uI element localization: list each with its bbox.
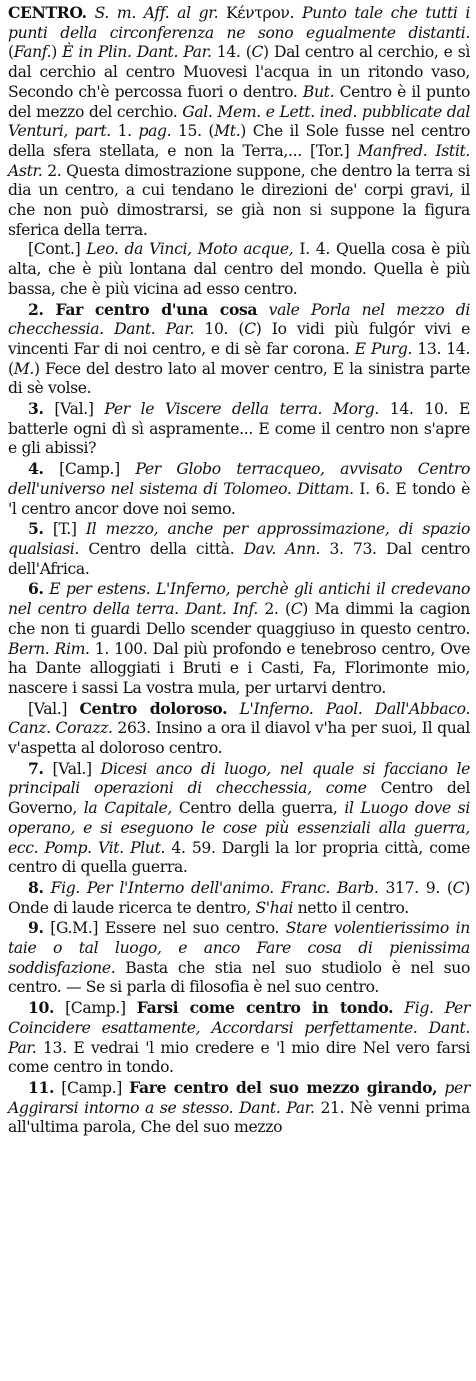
text-run: ) Che il Sole fusse nel centro della sfera stellata, e non la Terra,... [Tor.] bbox=[8, 122, 470, 160]
entry-sense-4 bbox=[8, 459, 470, 519]
entry-citation-leonardo bbox=[8, 240, 470, 299]
italic-run: Dicesi anco di luogo, nel quale si facciano le principali operazioni di checchessia, come bbox=[8, 759, 470, 798]
headword: CENTRO. bbox=[8, 3, 87, 22]
entry-sense-7 bbox=[8, 759, 470, 878]
italic-run: Bern. Rim. bbox=[8, 639, 90, 658]
bold-run: 5. bbox=[28, 519, 44, 539]
text-run: Centro del Governo, bbox=[8, 779, 471, 818]
italic-run: Per le Viscere della terra. Morg. bbox=[104, 400, 379, 419]
text-run: 4. 59. Dargli la lor propria città, come centro di quella guerra. bbox=[8, 838, 471, 877]
italic-run: per Aggirarsi intorno a se stesso. Dant. Par. bbox=[8, 1078, 471, 1117]
bold-run: 4. bbox=[28, 459, 44, 479]
italic-run: Leo. da Vinci, Moto acque, bbox=[86, 240, 294, 259]
entry-sense-3 bbox=[8, 399, 470, 459]
text-run: [Camp.] bbox=[54, 1078, 130, 1097]
bold-run: 6. bbox=[28, 579, 44, 599]
entry-sense-6 bbox=[8, 579, 470, 698]
text-run bbox=[257, 301, 268, 319]
text-run: 2. Questa dimostrazione suppone, che dentro la terra si dia un centro, a cui tendano le direzioni de' corpi gravi, il che non può dimostrarsi, se già non si suppone la figura sferica della terra. bbox=[8, 161, 470, 239]
italic-run: C bbox=[290, 600, 303, 619]
entry-sense-2 bbox=[8, 300, 470, 400]
italic-run: Stare volentierissimo in taie o tal luogo, e anco Fare cosa di pienissima soddisfazione. bbox=[8, 919, 470, 977]
italic-run: È in Plin. Dant. Par. bbox=[62, 43, 212, 62]
bold-run: Fare centro del suo mezzo girando, bbox=[129, 1077, 438, 1097]
text-run: 1. 100. Dal più profondo e tenebroso centro, Ove ha Dante alloggiati i Bruti e i Casti, Fa, Florimonte mio, nascere i sassi La vostra mula, per urtarvi dentro. bbox=[8, 639, 471, 697]
bold-run: 9. bbox=[28, 918, 44, 938]
text-run: 1. bbox=[110, 122, 139, 141]
text-run: [Val.] bbox=[28, 699, 80, 718]
text-run: 15. ( bbox=[171, 122, 215, 141]
italic-run: Gal. Mem. e Lett. ined. pubblicate dal Venturi, part. bbox=[8, 102, 470, 141]
entry-sense-10 bbox=[8, 998, 470, 1078]
entry-definition-main bbox=[8, 3, 470, 240]
text-run: Basta che stia nel suo studiolo è nel suo centro. — Se si parla di filosofia è nel suo centro. bbox=[8, 958, 470, 997]
text-run: Centro della città. bbox=[79, 539, 244, 558]
italic-run: Fig. Per l'Interno dell'animo. Franc. Barb. bbox=[50, 878, 379, 897]
italic-run: C bbox=[452, 878, 465, 897]
text-run: ) Io vidi più fulgór vivi e vincenti Far di noi centro, e di sè far corona. bbox=[8, 320, 470, 358]
bold-run: 8. bbox=[28, 877, 44, 897]
text-run: [Cont.] bbox=[28, 240, 87, 259]
italic-run: pag. bbox=[138, 122, 172, 141]
text-run: Centro della guerra, bbox=[172, 799, 345, 818]
bold-run: Farsi come centro in tondo. bbox=[136, 998, 394, 1018]
text-run: Κέντρον. bbox=[218, 4, 303, 22]
entry-sense-5 bbox=[8, 519, 470, 579]
text-run: 2. ( bbox=[257, 600, 291, 619]
italic-run: il Luogo dove si operano, e si eseguono le cose più essenziali alla guerra, ecc. Pomp. Vit. Plut. bbox=[8, 799, 470, 857]
text-run: ) Dal centro al cerchio, e sì dal cerchio al centro Muovesi l'acqua in un ritondo vaso, Secondo ch'è percossa fuori o dentro. bbox=[8, 43, 471, 101]
entry-sense-8 bbox=[8, 878, 470, 918]
text-run: [Camp.] bbox=[43, 460, 136, 479]
italic-run: vale Porla nel mezzo di checchessia. Dant. Par. bbox=[8, 300, 470, 339]
bold-run: 10. bbox=[28, 998, 55, 1018]
text-run: 13. 14. ( bbox=[8, 339, 470, 378]
text-run: 14. 10. E batterle ogni dì sì aspramente... E come il centro non s'apre e gli abissi? bbox=[8, 400, 470, 458]
text-run: ) bbox=[51, 43, 63, 62]
text-run: ) Onde di laude ricerca te dentro, bbox=[8, 878, 470, 917]
bold-run: 2. Far centro d'una cosa bbox=[28, 299, 258, 319]
italic-run: M. bbox=[13, 359, 34, 378]
text-run: 10. ( bbox=[194, 320, 245, 339]
text-run: [Val.] bbox=[43, 759, 101, 778]
entry-sense-9 bbox=[8, 918, 470, 998]
italic-run: Il mezzo, anche per approssimazione, di spazio qualsiasi. bbox=[8, 520, 470, 558]
text-run: 21. Nè venni prima all'ultima parola, Che del suo mezzo bbox=[8, 1098, 471, 1137]
italic-run: E per estens. L'Inferno, perchè gli antichi il credevano nel centro della terra. Dant. Inf. bbox=[8, 580, 470, 619]
text-run: 14. ( bbox=[211, 43, 252, 62]
text-run: I. 4. Quella cosa è più alta, che è più lontana dal centro del mondo. Quella è più bassa, che è più vicina ad esso centro. bbox=[8, 240, 471, 298]
entry-sense-6-centro-doloroso bbox=[8, 699, 470, 759]
text-run: [Camp.] bbox=[54, 999, 137, 1018]
italic-run: But. bbox=[302, 82, 335, 101]
text-run bbox=[44, 879, 51, 897]
text-run: 317. 9. ( bbox=[378, 878, 453, 897]
text-run: I. 6. E tondo è 'l centro ancor dove noi semo. bbox=[8, 479, 470, 518]
text-run: Centro è il punto del mezzo del cerchio. bbox=[8, 82, 470, 121]
italic-run: L'Inferno. Paol. Dall'Abbaco. Canz. Corazz. bbox=[8, 699, 470, 738]
text-run: ) Fece del destro lato al mover centro, E la sinistra parte di sè volse. bbox=[8, 359, 470, 398]
italic-run: E Purg. bbox=[354, 339, 413, 358]
italic-run: Fanf. bbox=[13, 43, 52, 62]
text-run: netto il centro. bbox=[293, 898, 409, 917]
italic-run: C bbox=[244, 320, 256, 339]
italic-run: Fig. Per Coincidere esattamente, Accordarsi perfettamente. Dant. Par. bbox=[8, 999, 470, 1057]
italic-run: Punto tale che tutti i punti della circonferenza ne sono egualmente distanti. bbox=[8, 4, 470, 42]
text-run bbox=[393, 999, 404, 1017]
text-run bbox=[87, 4, 95, 22]
text-run bbox=[227, 700, 239, 718]
italic-run: S'hai bbox=[255, 898, 293, 917]
italic-run: Manfred. Istit. Astr. bbox=[8, 141, 471, 180]
bold-run: Centro doloroso. bbox=[79, 698, 228, 718]
text-run: [Val.] bbox=[43, 400, 105, 419]
italic-run: S. m. Aff. al gr. bbox=[94, 4, 219, 22]
text-run: [T.] bbox=[43, 520, 86, 539]
text-run: 3. 73. Dal centro dell'Africa. bbox=[8, 539, 471, 578]
text-run: 263. Insino a ora il diavol v'ha per suoi, Il qual v'aspetta al doloroso centro. bbox=[8, 719, 471, 758]
italic-run: la Capitale, bbox=[83, 799, 173, 818]
text-run: 13. E vedrai 'l mio credere e 'l mio dire Nel vero farsi come centro in tondo. bbox=[8, 1038, 470, 1077]
italic-run: Dav. Ann. bbox=[243, 539, 321, 558]
bold-run: 11. bbox=[28, 1077, 55, 1097]
text-run: [G.M.] Essere nel suo centro. bbox=[43, 919, 286, 938]
text-run: ( bbox=[8, 43, 14, 62]
bold-run: 3. bbox=[28, 399, 44, 419]
bold-run: 7. bbox=[28, 758, 44, 778]
italic-run: Per Globo terracqueo, avvisato Centro dell'universo nel sistema di Tolomeo. Dittam. bbox=[8, 460, 470, 498]
entry-sense-11 bbox=[8, 1078, 470, 1138]
italic-run: C bbox=[251, 43, 264, 62]
italic-run: Mt. bbox=[214, 122, 241, 141]
text-run: ) Ma dimmi la cagion che non ti guardi Dello scender quaggiuso in questo centro. bbox=[8, 600, 470, 638]
